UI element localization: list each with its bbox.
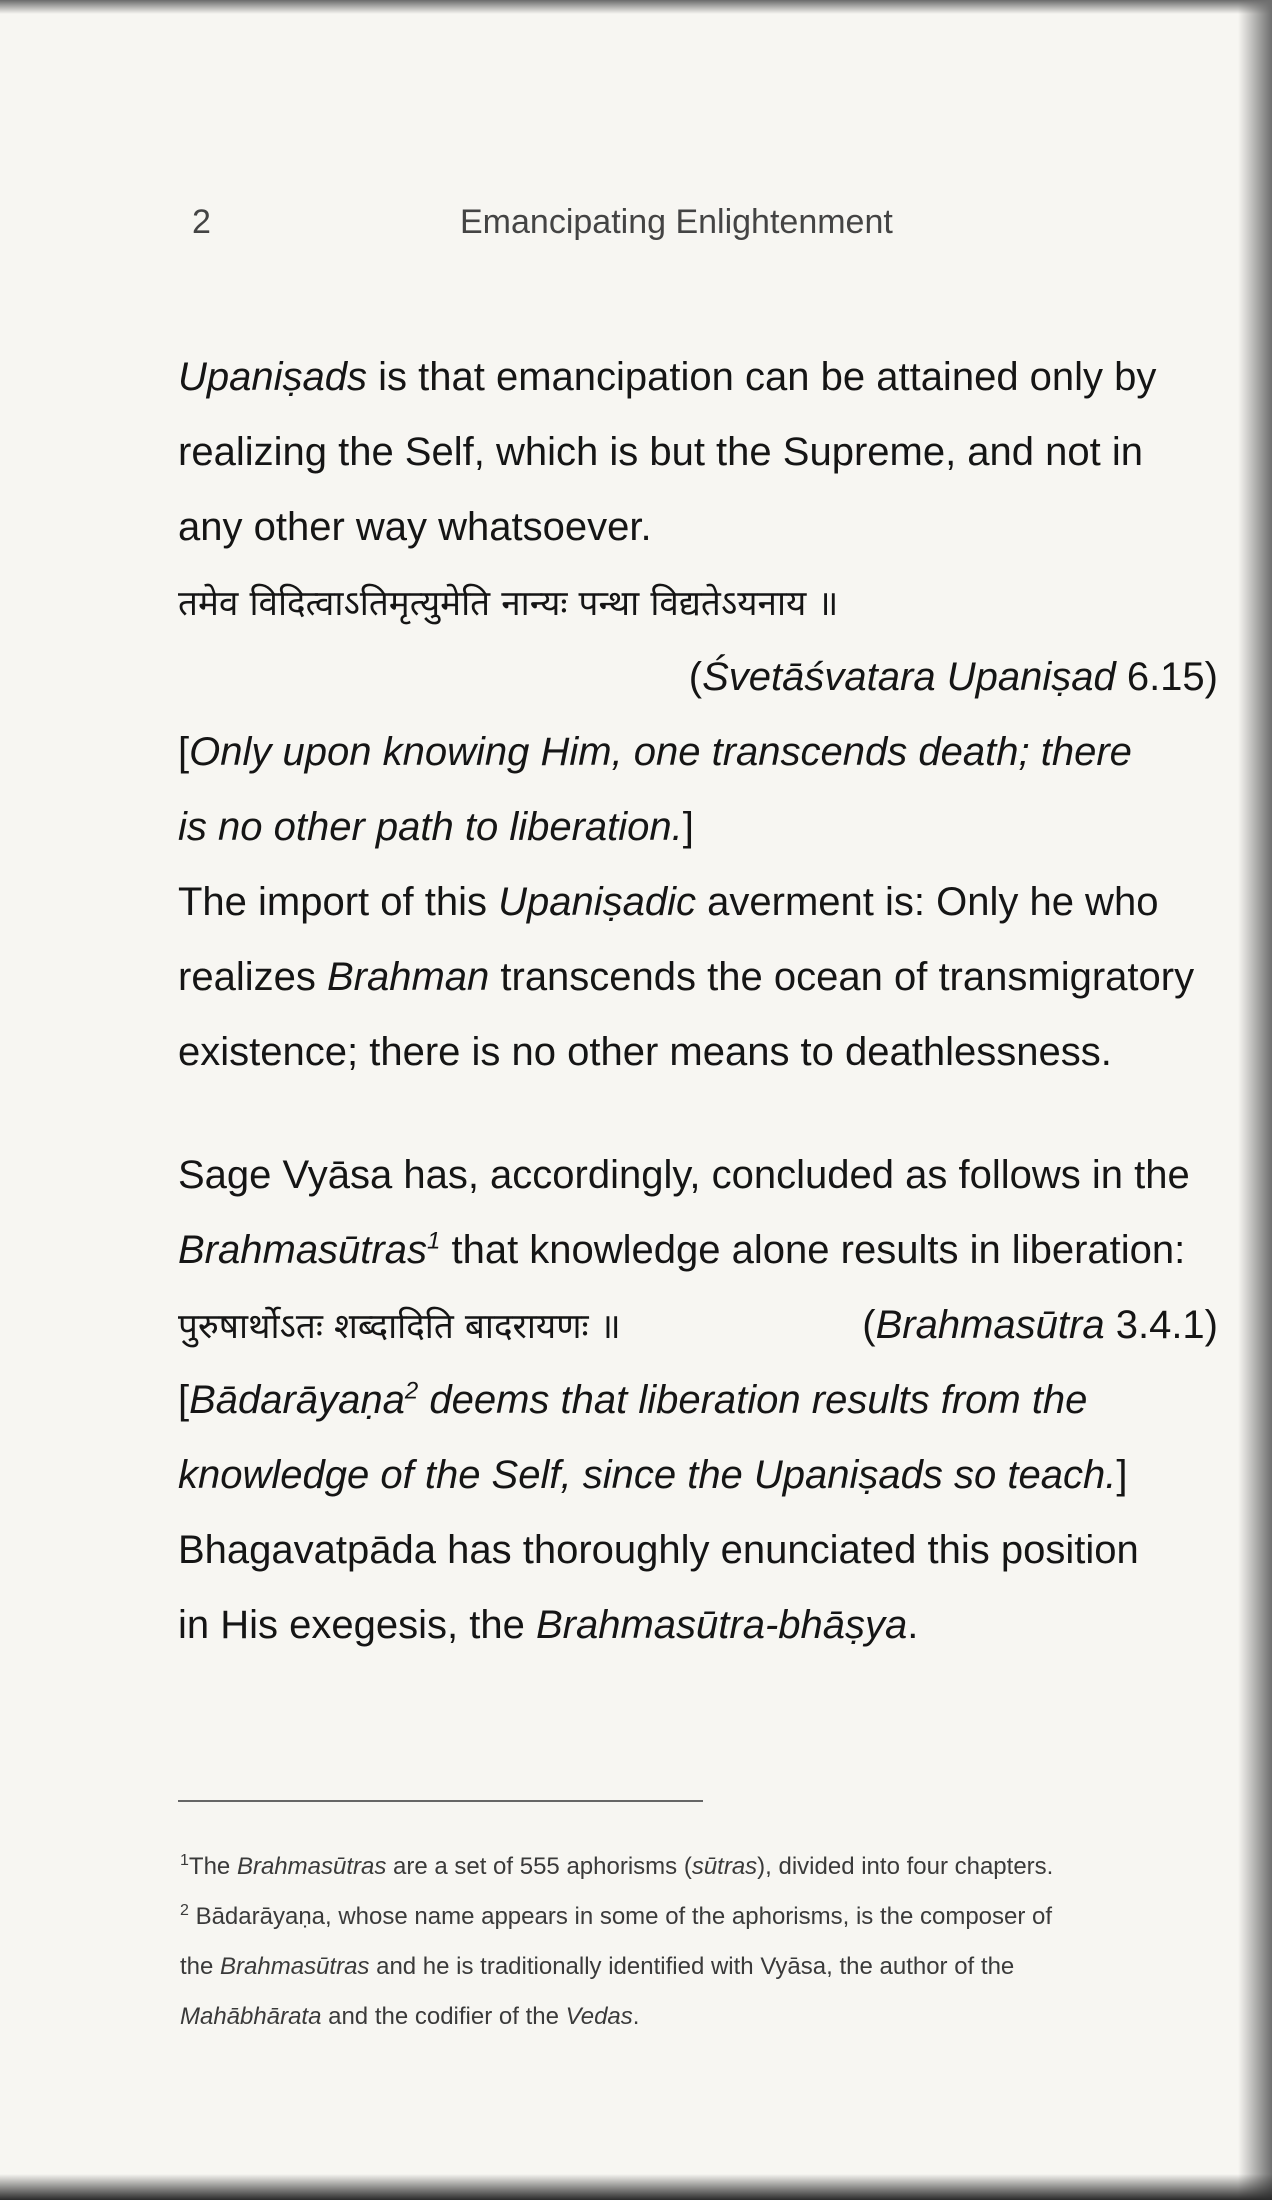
paragraph-line <box>178 1015 1218 1090</box>
footnote-1 <box>180 1842 1210 1892</box>
citation-title: Brahmasūtra <box>875 1303 1105 1347</box>
translation-line <box>178 1363 1218 1438</box>
page-shadow-bottom <box>0 2174 1272 2200</box>
citation-ref: 6.15) <box>1115 655 1218 699</box>
text-run: and the codifier of the <box>321 2003 566 2030</box>
paragraph-line <box>178 490 1218 565</box>
translation-text: Bādarāyaṇa <box>189 1378 405 1422</box>
paragraph-line <box>178 340 1218 415</box>
translation-text: knowledge of the Self, since the Upaniṣads so teach. <box>178 1453 1117 1497</box>
footnote-2 <box>180 1892 1210 1942</box>
italic-term: Brahmasūtras <box>236 1853 387 1880</box>
verse-citation <box>178 640 1218 715</box>
footnote-number: 2 <box>180 1902 189 1919</box>
paragraph-gap <box>178 1090 1218 1138</box>
footnote-ref: 1 <box>426 1227 441 1255</box>
citation-title: Śvetāśvatara Upaniṣad <box>702 655 1116 699</box>
footnote-ref: 2 <box>404 1377 419 1405</box>
page-shadow-top <box>0 0 1272 14</box>
text-run: realizes <box>178 955 327 999</box>
text-run: The import of this <box>178 880 499 924</box>
paragraph-line <box>178 940 1218 1015</box>
text-run: averment is: Only he who <box>696 880 1159 924</box>
footnote-number: 1 <box>180 1852 189 1869</box>
citation-ref: 3.4.1) <box>1104 1303 1218 1347</box>
paragraph-line <box>178 415 1218 490</box>
text-run: transcends the ocean of transmigratory <box>489 955 1195 999</box>
text-run: any other way whatsoever. <box>178 505 652 549</box>
paragraph-line <box>178 1213 1218 1288</box>
text-run: Bādarāyaṇa, whose name appears in some of the aphorisms, is the composer of <box>188 1903 1053 1930</box>
paragraph-line <box>178 1588 1218 1663</box>
text-run: [ <box>178 730 190 774</box>
text-run: ] <box>682 805 694 849</box>
page-number: 2 <box>192 203 211 241</box>
text-run: ( <box>862 1303 876 1347</box>
body-text <box>178 340 1218 1663</box>
text-run: ), divided into four chapters. <box>757 1853 1054 1880</box>
translation-text: deems that liberation results from the <box>418 1378 1088 1422</box>
devanagari-verse: पुरुषार्थोऽतः शब्दादिति बादरायणः ॥ <box>178 1307 621 1347</box>
translation-line <box>178 1438 1218 1513</box>
verse-citation <box>862 1288 1218 1363</box>
text-run: . <box>632 2003 640 2030</box>
italic-term: Vedas <box>565 2003 633 2030</box>
italic-term: Mahābhārata <box>180 2003 322 2030</box>
italic-term: Brahman <box>326 955 490 999</box>
italic-term: Brahmasūtras <box>220 1953 370 1980</box>
text-run: the <box>180 1953 221 1980</box>
paragraph-line <box>178 865 1218 940</box>
italic-term: Upaniṣadic <box>498 880 697 924</box>
text-run: Bhagavatpāda has thoroughly enunciated this position <box>178 1528 1139 1572</box>
text-run: Sage Vyāsa has, accordingly, concluded as follows in the <box>178 1153 1190 1197</box>
text-run: ] <box>1116 1453 1128 1497</box>
italic-term: Upaniṣads <box>178 355 368 399</box>
text-run: realizing the Self, which is but the Supreme, and not in <box>178 430 1143 474</box>
text-run: existence; there is no other means to deathlessness. <box>178 1030 1112 1074</box>
sanskrit-verse <box>178 1288 1218 1363</box>
running-head <box>190 203 1190 253</box>
translation-line <box>178 790 1218 865</box>
footnote-separator <box>178 1800 703 1802</box>
sanskrit-verse <box>178 565 1218 640</box>
italic-term: Brahmasūtras <box>178 1228 427 1272</box>
paragraph-line <box>178 1138 1218 1213</box>
italic-term: sūtras <box>691 1853 758 1880</box>
page-shadow-right <box>1238 0 1272 2200</box>
paragraph-line <box>178 1513 1218 1588</box>
text-run: The <box>188 1853 237 1880</box>
text-run: in His exegesis, the <box>178 1603 536 1647</box>
translation-line <box>178 715 1218 790</box>
footnote-2-line <box>180 1992 1210 2042</box>
italic-term: Brahmasūtra-bhāṣya <box>535 1603 908 1647</box>
text-run: [ <box>178 1378 190 1422</box>
footnote-2-line <box>180 1942 1210 1992</box>
translation-text: Only upon knowing Him, one transcends death; there <box>189 730 1132 774</box>
text-run: and he is traditionally identified with Vyāsa, the author of the <box>369 1953 1015 1980</box>
running-title: Emancipating Enlightenment <box>460 203 893 241</box>
devanagari-verse: तमेव विदित्वाऽतिमृत्युमेति नान्यः पन्था विद्यतेऽयनाय ॥ <box>178 584 839 624</box>
text-run: are a set of 555 aphorisms ( <box>386 1853 692 1880</box>
translation-text: is no other path to liberation. <box>178 805 683 849</box>
text-run: is that emancipation can be attained only by <box>367 355 1157 399</box>
text-run: that knowledge alone results in liberation: <box>440 1228 1186 1272</box>
footnotes <box>180 1842 1210 2042</box>
text-run: . <box>907 1603 919 1647</box>
text-run: ( <box>688 655 703 699</box>
